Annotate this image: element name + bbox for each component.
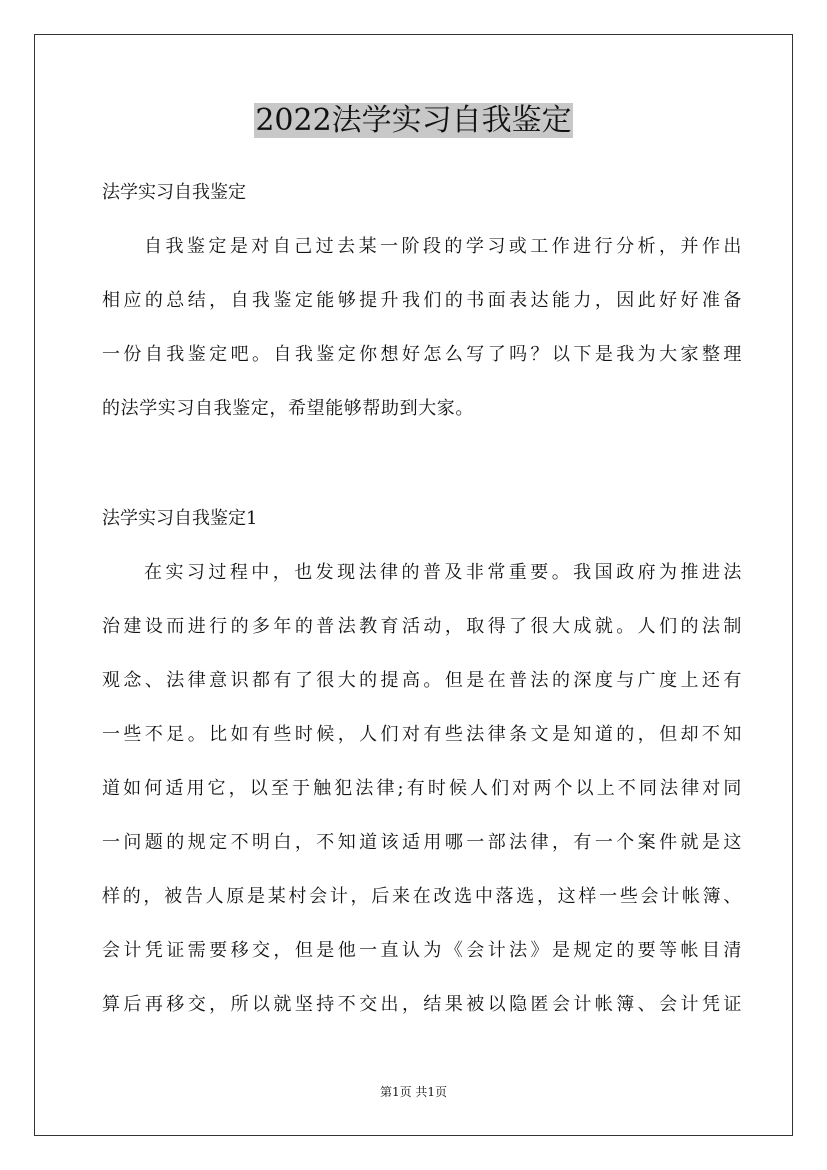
paragraph-line: 一问题的规定不明白，不知道该适用哪一部法律，有一个案件就是这 xyxy=(102,832,742,853)
paragraph-line: 观念、法律意识都有了很大的提高。但是在普法的深度与广度上还有 xyxy=(102,670,742,691)
paragraph-line: 一些不足。比如有些时候，人们对有些法律条文是知道的，但却不知 xyxy=(102,724,742,745)
intro-heading: 法学实习自我鉴定 xyxy=(102,182,246,203)
paragraph-line: 会计凭证需要移交，但是他一直认为《会计法》是规定的要等帐目清 xyxy=(102,940,742,961)
document-title-text: 2022法学实习自我鉴定 xyxy=(255,103,572,138)
paragraph-line: 相应的总结，自我鉴定能够提升我们的书面表达能力，因此好好准备 xyxy=(102,290,742,311)
paragraph-line: 一份自我鉴定吧。自我鉴定你想好怎么写了吗？以下是我为大家整理 xyxy=(102,344,742,365)
paragraph-line: 样的，被告人原是某村会计，后来在改选中落选，这样一些会计帐簿、 xyxy=(102,886,742,907)
paragraph-line: 的法学实习自我鉴定，希望能够帮助到大家。 xyxy=(102,398,474,419)
intro-paragraph xyxy=(102,234,742,450)
paragraph-line: 算后再移交，所以就坚持不交出，结果被以隐匿会计帐簿、会计凭证 xyxy=(102,994,742,1015)
paragraph-line: 治建设而进行的多年的普法教育活动，取得了很大成就。人们的法制 xyxy=(102,616,742,637)
page-footer: 第1页 共1页 xyxy=(379,1085,448,1099)
section-heading: 法学实习自我鉴定1 xyxy=(102,508,258,529)
section-paragraph xyxy=(102,560,742,1046)
paragraph-line: 道如何适用它，以至于触犯法律;有时候人们对两个以上不同法律对同 xyxy=(102,778,742,799)
paragraph-line: 在实习过程中，也发现法律的普及非常重要。我国政府为推进法 xyxy=(144,562,742,583)
paragraph-line: 自我鉴定是对自己过去某一阶段的学习或工作进行分析，并作出 xyxy=(144,236,742,257)
document-title xyxy=(0,100,827,142)
